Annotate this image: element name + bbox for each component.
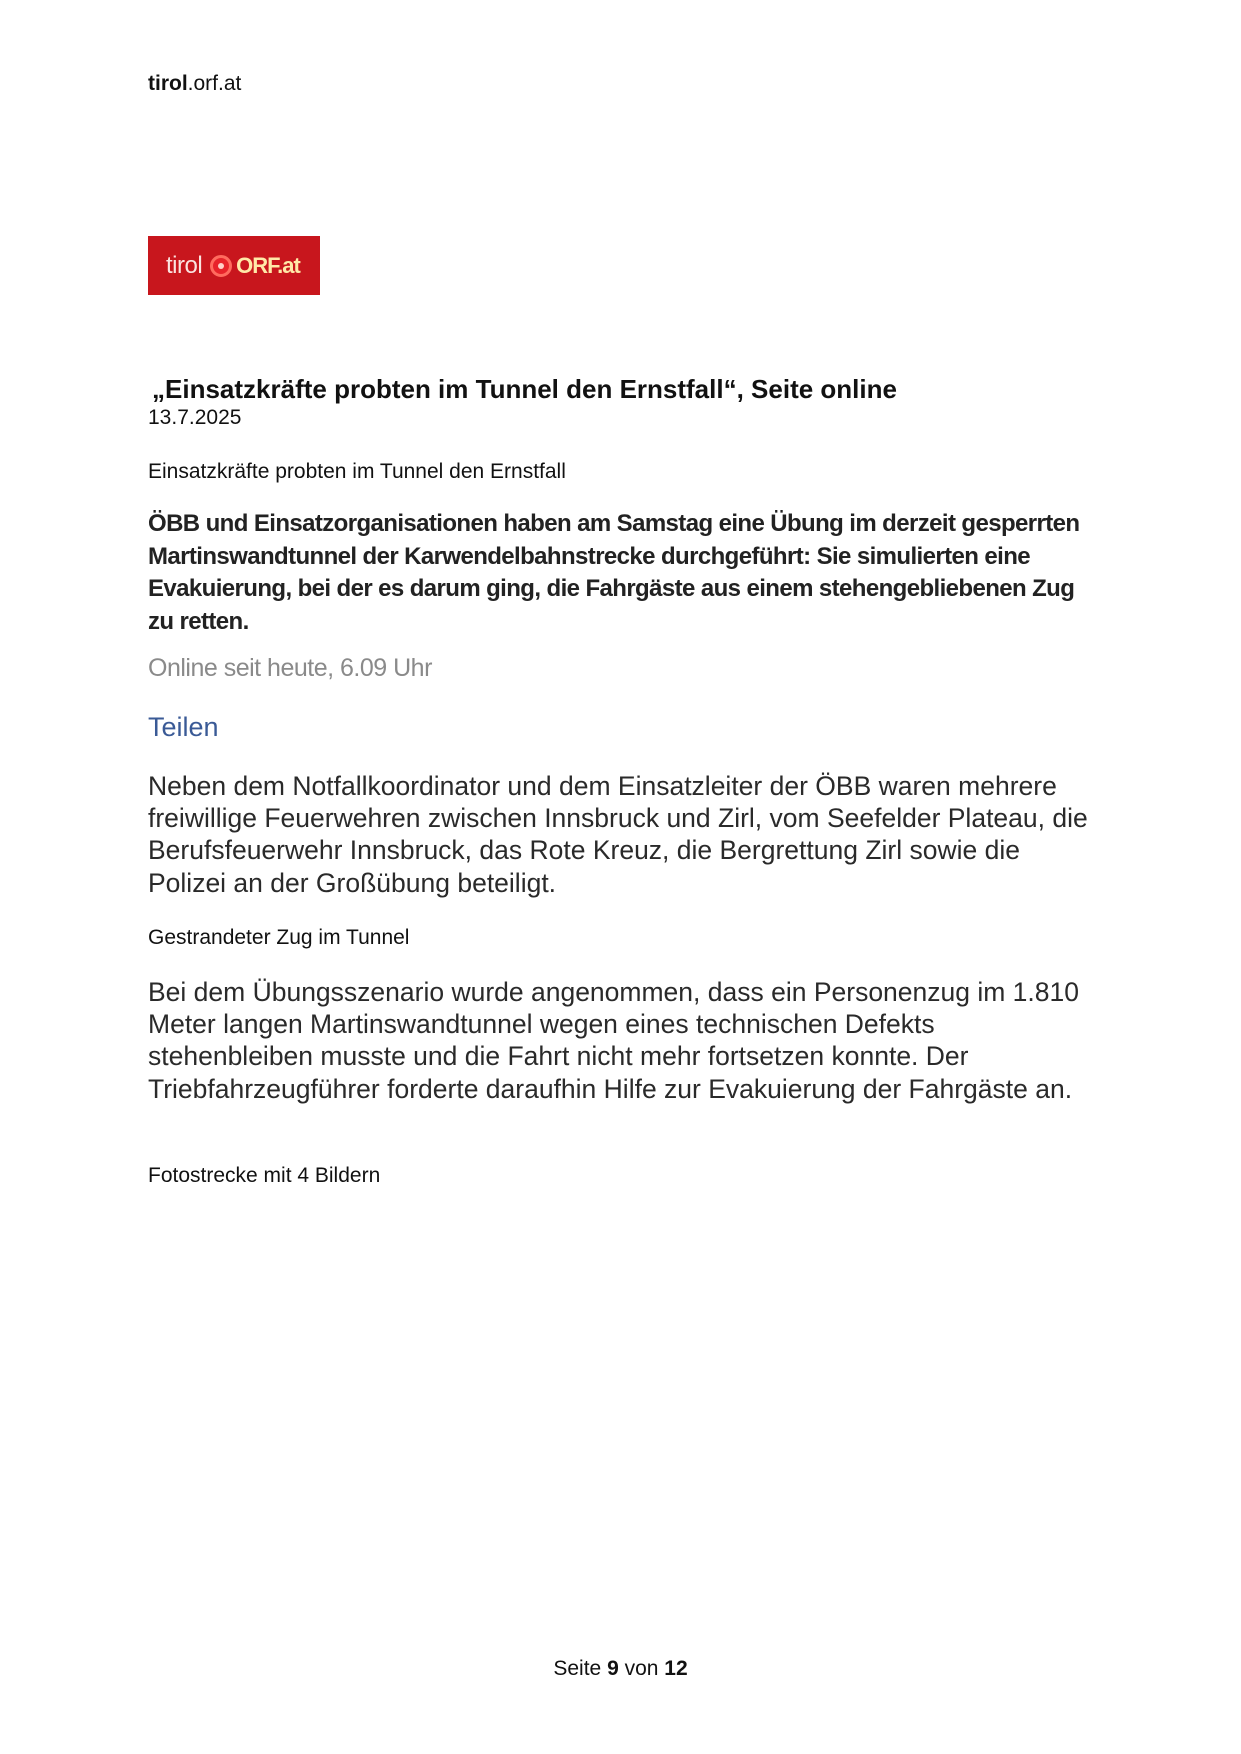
logo-orf-text: ORF.at: [236, 252, 300, 278]
orf-logo: [148, 236, 320, 295]
publish-time: Online seit heute, 6.09 Uhr: [148, 654, 432, 682]
footer-middle: von: [624, 1657, 659, 1680]
article-paragraph-1: Neben dem Notfallkoordinator und dem Einsatzleiter der ÖBB waren mehrere freiwillige Feuerwehren zwischen Innsbruck und Zirl, vom Seefelder Plateau, die Berufsfeuerwehr Innsbruck, das Rote Kreuz, die Bergrettung Zirl sowie die Polizei an der Großübung beteiligt.: [148, 771, 1088, 898]
logo-tirol-text: tirol: [166, 251, 203, 279]
site-header: [148, 72, 241, 96]
document-date: 13.7.2025: [148, 406, 242, 429]
share-link[interactable]: Teilen: [148, 712, 219, 742]
article-kicker: Einsatzkräfte probten im Tunnel den Ernstfall: [148, 460, 566, 483]
article-subheading: Gestrandeter Zug im Tunnel: [148, 926, 410, 949]
photo-gallery-label: Fotostrecke mit 4 Bildern: [148, 1164, 381, 1187]
footer-page-number: 9: [607, 1657, 619, 1680]
page-footer: [0, 1657, 1241, 1681]
article-paragraph-2: Bei dem Übungsszenario wurde angenommen, dass ein Personenzug im 1.810 Meter langen Martinswandtunnel wegen eines technischen Defekts stehenbleiben musste und die Fahrt nicht mehr fortsetzen konnte. Der Triebfahrzeugführer forderte daraufhin Hilfe zur Evakuierung der Fahrgäste an.: [148, 977, 1079, 1104]
article-lead: ÖBB und Einsatzorganisationen haben am Samstag eine Übung im derzeit gesperrten Martinswandtunnel der Karwendelbahnstrecke durchgeführt: Sie simulierten eine Evakuierung, bei der es darum ging, die Fahrgäste aus einem stehengebliebenen Zug zu retten.: [148, 510, 1080, 635]
site-name-bold: tirol: [148, 72, 188, 95]
site-name-domain: .orf.at: [187, 72, 242, 95]
document-title: „Einsatzkräfte probten im Tunnel den Ernstfall“, Seite online: [152, 374, 897, 404]
footer-page-total: 12: [664, 1657, 688, 1680]
orf-eye-icon: [210, 255, 232, 277]
footer-prefix: Seite: [553, 1657, 602, 1680]
